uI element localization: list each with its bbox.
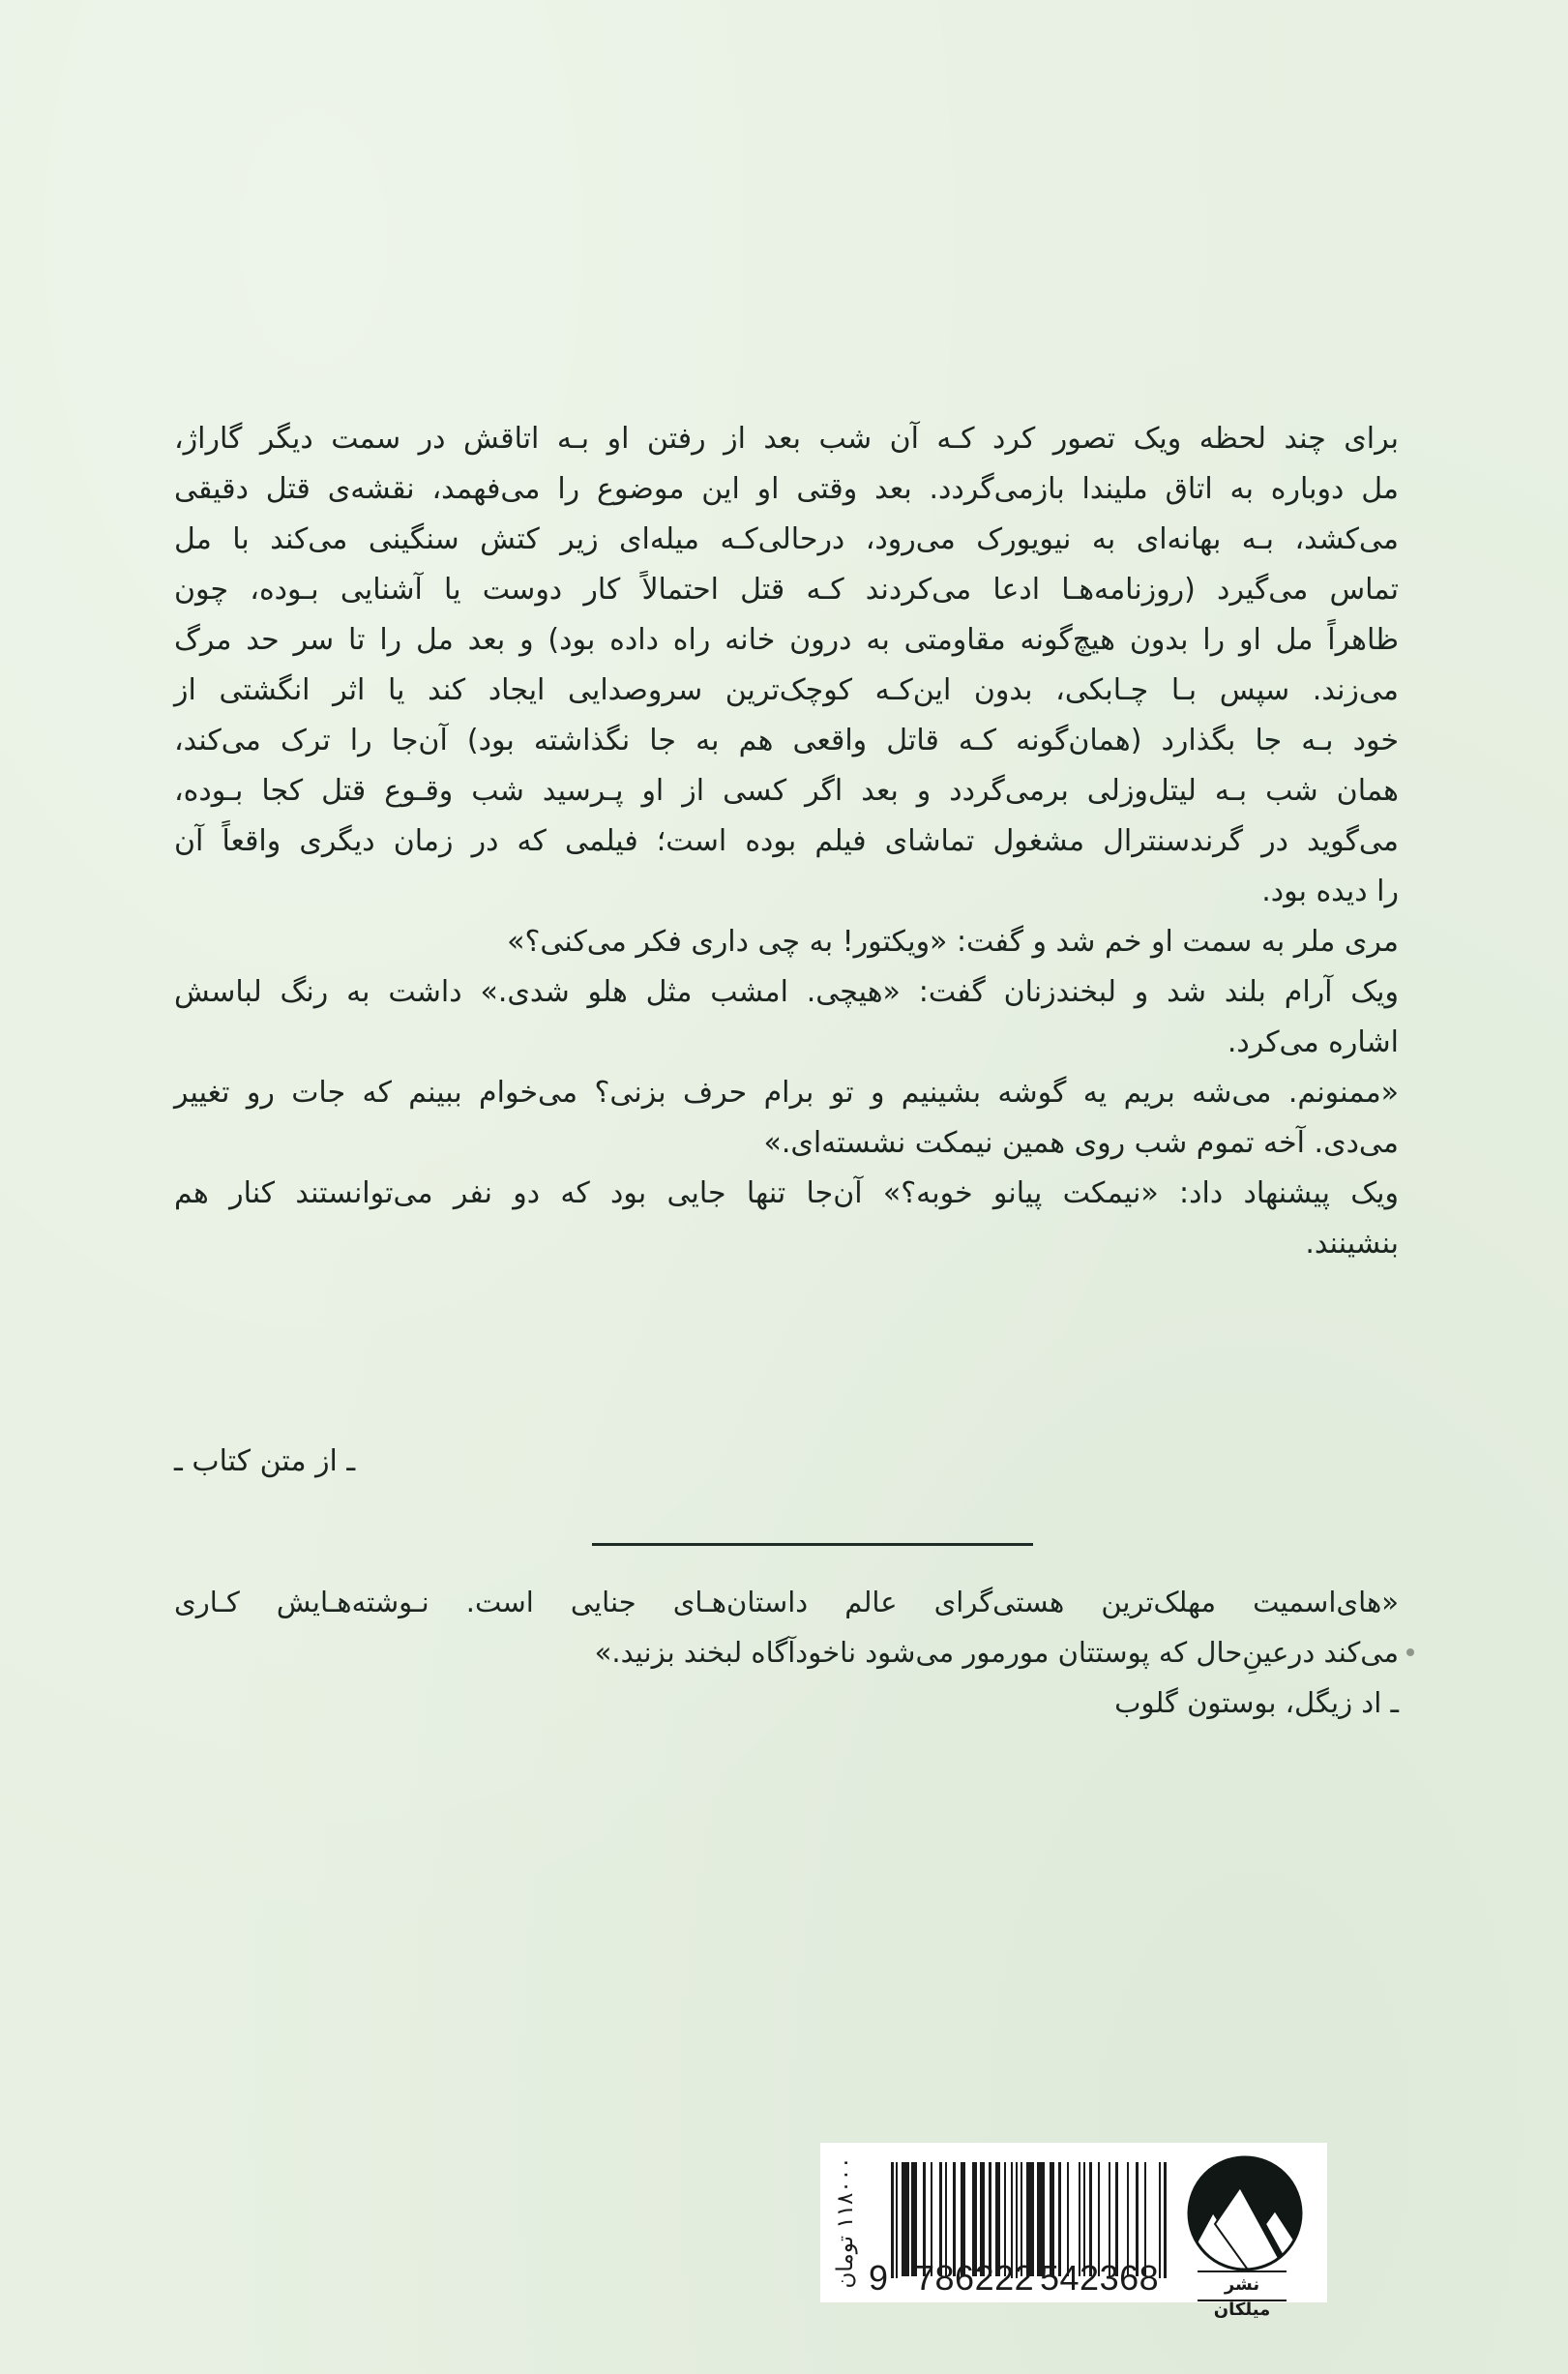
quote-line: می‌کند درعینِ‌حال که پوستتان مورمور می‌شود ناخودآگاه لبخند بزنید.» xyxy=(594,1636,1399,1669)
excerpt-line: تماس می‌گیرد (روزنامه‌هـا ادعا می‌کردند کـه قتل احتمالاً کار دوست یا آشنایی بـوده، چون xyxy=(174,573,1399,607)
excerpt-line: خود بـه جا بگذارد (همان‌گونه کـه قاتل واقعی هم به جا نگذاشته بود) آن‌جا را ترک می‌کند، xyxy=(174,724,1399,757)
excerpt-line: می‌کشد، بـه بهانه‌ای به نیویورک می‌رود، درحالی‌کـه میله‌ای زیر کتش سنگینی می‌کند با مل xyxy=(174,522,1399,556)
section-divider xyxy=(592,1543,1033,1546)
excerpt-line: می‌گوید در گرندسنترال مشغول تماشای فیلم بوده است؛ فیلمی که در زمان دیگری واقعاً آن xyxy=(174,824,1399,858)
excerpt-source-tag: ـ از متن کتاب ـ xyxy=(174,1444,356,1478)
price-label: ۱۱۸۰۰۰ تومان xyxy=(833,2156,858,2289)
excerpt-line: می‌زند. سپس بـا چـابکی، بدون این‌کـه کوچک‌ترین سروصدایی ایجاد کند یا اثر انگشتی از xyxy=(174,673,1399,707)
bullet-dot-icon xyxy=(1406,1648,1414,1656)
excerpt-passage xyxy=(174,414,1399,1269)
excerpt-line: برای چند لحظه ویک تصور کرد کـه آن شب بعد از رفتن او بـه اتاقش در سمت دیگر گاراژ، xyxy=(174,422,1399,456)
isbn-right-group: 542368 xyxy=(1040,2258,1160,2298)
publisher-name: نشر میلکان xyxy=(1198,2270,1287,2301)
excerpt-line: ظاهراً مل او را بدون هیچ‌گونه مقاومتی به درون خانه راه داده بود) و بعد مل را تا سر حد مرگ xyxy=(174,623,1399,657)
isbn-first-digit: 9 xyxy=(869,2258,889,2298)
excerpt-line: ویک آرام بلند شد و لبخندزنان گفت: «هیچی. امشب مثل هلو شدی.» داشت به رنگ لباسش xyxy=(174,975,1399,1009)
excerpt-line: اشاره می‌کرد. xyxy=(1227,1025,1399,1059)
excerpt-line: «ممنونم. می‌شه بریم یه گوشه بشینیم و تو برام حرف بزنی؟ می‌خوام ببینم که جات رو تغییر xyxy=(174,1076,1399,1110)
excerpt-line: مل دوباره به اتاق ملیندا بازمی‌گردد. بعد وقتی او این موضوع را می‌فهمد، نقشه‌ی قتل دقیقی xyxy=(174,472,1399,506)
isbn-barcode-panel xyxy=(820,2143,1327,2320)
quote-line: «های‌اسمیت مهلک‌ترین هستی‌گرای عالم داستان‌هـای جنایی است. نـوشته‌هـایش کـاری xyxy=(174,1586,1399,1618)
excerpt-line: می‌دی. آخه تموم شب روی همین نیمکت نشسته‌ای.» xyxy=(763,1126,1399,1160)
mountain-circle-logo-icon xyxy=(1186,2154,1304,2272)
isbn-left-group: 786222 xyxy=(915,2258,1035,2298)
excerpt-line: را دیده بود. xyxy=(1261,875,1399,908)
excerpt-line: مری ملر به سمت او خم شد و گفت: «ویکتور! به چی داری فکر می‌کنی؟» xyxy=(507,925,1399,959)
review-quote xyxy=(174,1577,1399,1728)
excerpt-line: همان شب بـه لیتل‌وزلی برمی‌گردد و بعد اگر کسی از او پـرسید شب وقـوع قتل کجا بـوده، xyxy=(174,774,1399,808)
quote-attribution: ـ اد زیگل، بوستون گلوب xyxy=(1114,1686,1399,1719)
excerpt-line: ویک پیشنهاد داد: «نیمکت پیانو خوبه؟» آن‌جا تنها جایی بود که دو نفر می‌توانستند کنار هم xyxy=(174,1176,1399,1210)
excerpt-line: بنشینند. xyxy=(1305,1227,1399,1261)
